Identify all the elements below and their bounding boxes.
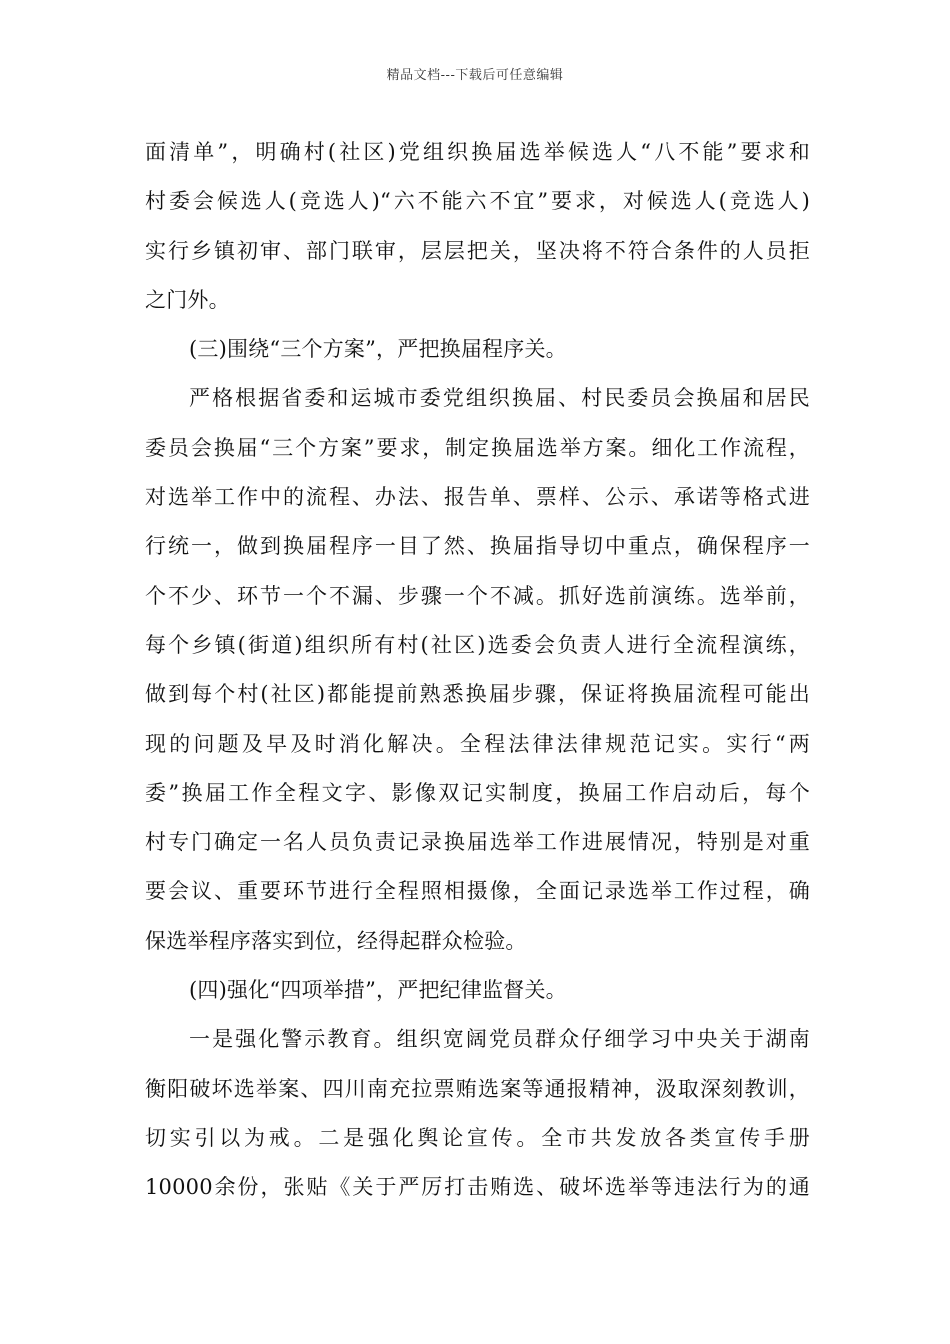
text-line: 对选举工作中的流程、办法、报告单、票样、公示、承诺等格式进 — [145, 485, 810, 510]
page-header: 精品文档---下载后可任意编辑 — [386, 68, 564, 83]
text-line: 实行乡镇初审、部门联审，层层把关，坚决将不符合条件的人员拒 — [145, 238, 810, 263]
text-line: 要会议、重要环节进行全程照相摄像，全面记录选举工作过程，确 — [145, 879, 810, 904]
section-heading: (三)围绕“三个方案”，严把换届程序关。 — [189, 337, 567, 362]
text-line: 委”换届工作全程文字、影像双记实制度，换届工作启动后，每个 — [145, 780, 810, 805]
body-text — [145, 132, 810, 1217]
text-line: 保选举程序落实到位，经得起群众检验。 — [145, 928, 527, 953]
text-line: 每个乡镇(街道)组织所有村(社区)选委会负责人进行全流程演练， — [145, 632, 810, 657]
text-line: 切实引以为戒。二是强化舆论宣传。全市共发放各类宣传手册 — [145, 1125, 810, 1150]
text-line: 村专门确定一名人员负责记录换届选举工作进展情况，特别是对重 — [145, 830, 810, 855]
text-line: 之门外。 — [145, 287, 230, 312]
text-line: 10000余份，张贴《关于严厉打击贿选、破坏选举等违法行为的通 — [145, 1175, 810, 1200]
text-line: 做到每个村(社区)都能提前熟悉换届步骤，保证将换届流程可能出 — [145, 682, 810, 707]
text-line: 衡阳破坏选举案、四川南充拉票贿选案等通报精神，汲取深刻教训， — [145, 1076, 810, 1101]
text-line: 委员会换届“三个方案”要求，制定换届选举方案。细化工作流程， — [145, 435, 810, 460]
text-line: 严格根据省委和运城市委党组织换届、村民委员会换届和居民 — [189, 386, 810, 411]
text-line: 现的问题及早及时消化解决。全程法律法律规范记实。实行“两 — [145, 731, 810, 756]
text-line: 村委会候选人(竞选人)“六不能六不宜”要求，对候选人(竞选人) — [145, 189, 810, 214]
text-line: 行统一，做到换届程序一目了然、换届指导切中重点，确保程序一 — [145, 534, 810, 559]
text-line: 面清单”，明确村(社区)党组织换届选举候选人“八不能”要求和 — [145, 140, 810, 164]
text-line: 一是强化警示教育。组织宽阔党员群众仔细学习中央关于湖南 — [189, 1027, 810, 1052]
section-heading: (四)强化“四项举措”，严把纪律监督关。 — [189, 978, 567, 1003]
text-line: 个不少、环节一个不漏、步骤一个不减。抓好选前演练。选举前， — [145, 583, 810, 608]
